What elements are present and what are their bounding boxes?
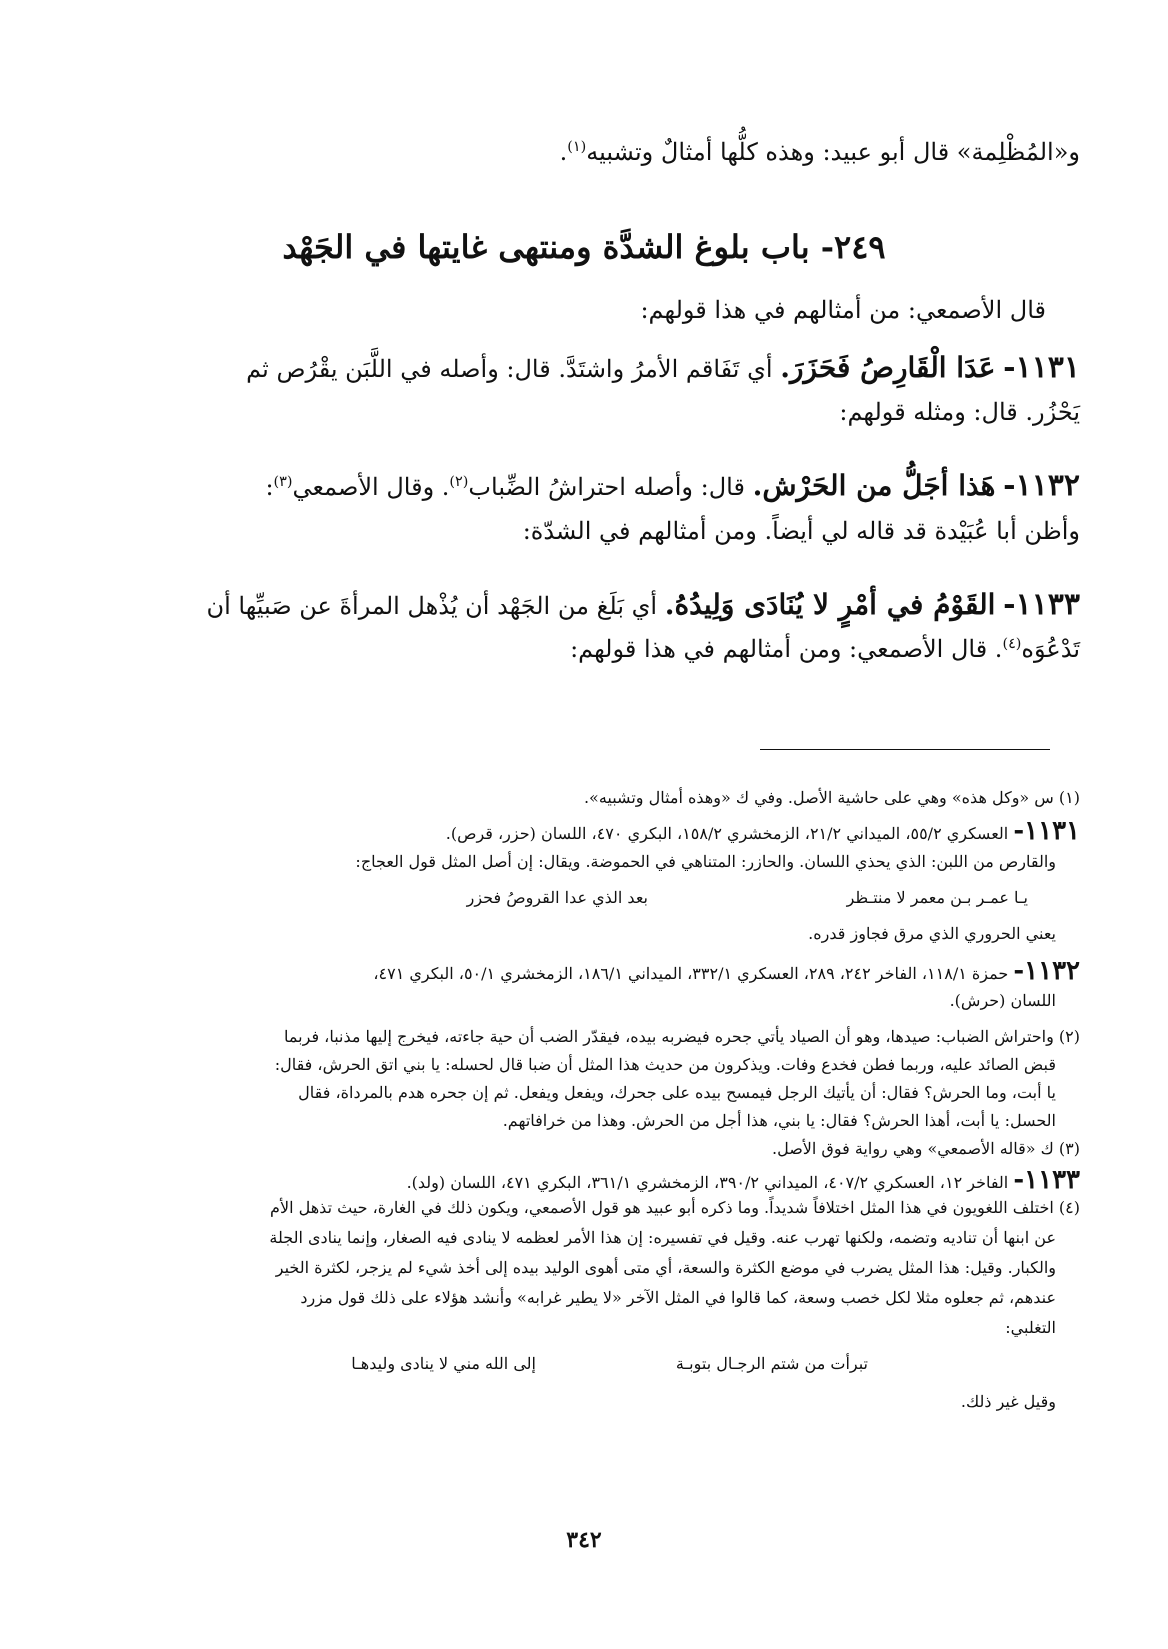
intro-line: قال الأصمعي: من أمثالهم في هذا قولهم: [640,296,1046,324]
footnote-4-line-1: (٤) اختلف اللغويون في هذا المثل اختلافاً شديداً. وما ذكره أبو عبيد هو قول الأصمعي، ويكون ذلك في الغارة، حيث تذهل الأم [270,1198,1080,1217]
footnote-4-line-2: عن ابنها أن تناديه وتضمه، ولكنها تهرب عنه. وقيل في تفسيره: إن هذا الأمر لعظمه لا ينادى فيه الصغار، وإنما ينادى الجلة [269,1228,1056,1247]
proverb-1132-text: هَذا أجَلُّ من الحَرْش. [752,469,996,502]
footnote-4-line-6: وقيل غير ذلك. [960,1392,1056,1411]
source-1132-line-2: اللسان (حرش). [949,991,1056,1010]
footnote-4-line-5: التغلبي: [1005,1318,1056,1337]
source-1132-number: ١١٣٢- [1013,956,1080,986]
top-line: و«المُظْلِمة» قال أبو عبيد: وهذه كلُّها أمثالٌ وتشبيه$^{(١)}$. [559,138,1080,166]
footnote-mark-2: (٢) [449,474,469,490]
proverb-1133-text: القَوْمُ في أمْرٍ لا يُنَادَى وَلِيدُهُ. [664,588,996,621]
proverb-1132-explanation: قال: وأصله احتراشُ الضِّباب [468,473,745,501]
proverb-1132-line [80,468,1080,503]
footnote-3: (٣) ك «قاله الأصمعي» وهي رواية فوق الأصل. [771,1139,1080,1158]
footnote-1: (١) س «وكل هذه» وهي على حاشية الأصل. وفي ك «وهذه أمثال وتشبيه». [583,788,1080,807]
source-1131-number: ١١٣١- [1013,816,1080,846]
proverb-1132-explanation-2: . وقال الأصمعي [292,473,450,501]
verse-2-hemistich-b: إلى الله مني لا ينادى وليدهـا [351,1354,536,1373]
note-1131-a: والقارص من اللبن: الذي يحذي اللسان. والحازر: المتناهي في الحموضة. ويقال: إن أصل المثل قول العجاج: [355,852,1056,871]
proverb-1133-number: ١١٣٣- [1003,587,1080,622]
source-1131 [80,816,1080,846]
proverb-1133-continuation: . قال الأصمعي: ومن أمثالهم في هذا قولهم: [570,635,1003,663]
verse-1-hemistich-b: بعد الذي عدا القروصُ فحزر [466,888,648,907]
proverb-1131-text: عَدَا الْقَارِصُ فَحَزَرَ. [780,351,996,384]
proverb-1133-line-2 [80,635,1080,663]
footnote-mark-3: (٣) [273,474,293,490]
footnote-2-line-2: قبض الصائد عليه، وربما فطن فخدع وفات. ويذكرون من حديث هذا المثل أن ضبا قال لحسله: يا بني اتق الحرش، فقال: [274,1055,1056,1074]
footnote-4-line-3: والكبار. وقيل: هذا المثل يضرب في موضع الكثرة والسعة، أي متى أهوى الوليد بيده إلى أخذ شيء لم يزجر، لكثرة الخير [275,1258,1056,1277]
proverb-1132-line-2: وأظن أبا عُبَيْدة قد قاله لي أيضاً. ومن أمثالهم في الشدّة: [522,517,1080,545]
proverb-1132-colon: : [265,473,274,501]
footnote-separator [760,749,1050,750]
chapter-title: ٢٤٩- باب بلوغ الشدَّة ومنتهى غايتها في الجَهْد [282,228,886,266]
source-1131-text: العسكري ٥٥/٢، الميداني ٢١/٢، الزمخشري ١٥٨/٢، البكري ٤٧٠، اللسان (حزر، قرص). [445,824,1009,843]
page-number: ٣٤٢ [566,1527,602,1553]
proverb-1133-explanation: أي بَلَغ من الجَهْد أن يُذْهل المرأةَ عن صَبيِّها أن [206,592,658,620]
footnote-mark-1: (١) [567,139,587,155]
proverb-1133-word: تَدْعُوَه [1021,635,1080,663]
top-line-text: و«المُظْلِمة» قال أبو عبيد: وهذه كلُّها أمثالٌ وتشبيه [586,138,1080,166]
proverb-1131-line-2: يَحْزُر. قال: ومثله قولهم: [839,398,1080,426]
footnote-2-line-1: (٢) واحتراش الضباب: صيدها، وهو أن الصياد يأتي جحره فيضربه بيده، فيقدّر الضب أن حية جاءته، فيخرج إليها مذنبا، فربما [284,1027,1080,1046]
footnote-2-line-3: يا أبت، وما الحرش؟ فقال: أن يأتيك الرجل فيمسح بيده على جحرك، ويفعل ويفعل. ثم إن جحره هدم بالمرداة، فقال [298,1083,1056,1102]
verse-1-hemistich-a: يـا عمـر بـن معمر لا منتـظر [846,888,1028,907]
verse-2-hemistich-a: تبرأت من شتم الرجـال بتوبـة [675,1354,868,1373]
footnote-4-line-4: عندهم، ثم جعلوه مثلا لكل خصب وسعة، كما قالوا في المثل الآخر «لا يطير غرابه» وأنشد هؤلاء على ذلك قول مزرد [300,1288,1056,1307]
proverb-1132-number: ١١٣٢- [1003,468,1080,503]
proverb-1131-line [80,350,1080,385]
source-1132-text: حمزة ١١٨/١، الفاخر ٢٤٢، ٢٨٩، العسكري ٣٣٢/١، الميداني ١٨٦/١، الزمخشري ٥٠/١، البكري ٤٧١، [373,964,1009,983]
note-1131-b: يعني الحروري الذي مرق فجاوز قدره. [808,924,1056,943]
source-1133-number: ١١٣٣- [1013,1165,1080,1195]
footnote-2-line-4: الحسل: يا أبت، أهذا الحرش؟ فقال: يا بني، هذا أجل من الحرش. وهذا من خرافاتهم. [502,1111,1056,1130]
source-1132 [80,956,1080,986]
proverb-1131-explanation: أي تَفَاقم الأمرُ واشتَدَّ. قال: وأصله في اللَّبَن يقْرُص ثم [246,355,773,383]
source-1133-text: الفاخر ١٢، العسكري ٤٠٧/٢، الميداني ٣٩٠/٢، الزمخشري ٣٦١/١، البكري ٤٧١، اللسان (ولد). [406,1173,1009,1192]
proverb-1133-line [80,587,1080,622]
footnote-mark-4: (٤) [1002,636,1022,652]
proverb-1131-number: ١١٣١- [1003,350,1080,385]
source-1133 [80,1165,1080,1195]
